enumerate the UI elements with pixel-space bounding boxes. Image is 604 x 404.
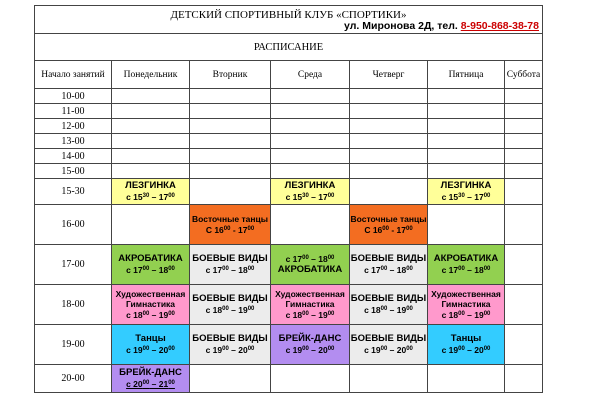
col-start: Начало занятий [35,61,112,89]
class-vostochnye-tue: Восточные танцы С $16^{00} - 17^{00}$ [190,205,271,245]
table-row [35,89,543,104]
class-vostochnye-thu: Восточные танцы С $16^{00} - 17^{00}$ [350,205,428,245]
time-cell: 17-00 [35,245,112,285]
time-cell: 10-00 [35,89,112,104]
time-cell: 12-00 [35,119,112,134]
time-cell: 16-00 [35,205,112,245]
header-row [35,61,543,89]
table-row [35,134,543,149]
table-row [35,104,543,119]
class-breyk-wed: БРЕЙК-ДАНС с $19^{00} - 20^{00}$ [271,325,350,365]
table-row [35,325,543,365]
class-akrobatika-fri: АКРОБАТИКА с $17^{00} - 18^{00}$ [428,245,505,285]
time-cell: 15-30 [35,179,112,205]
table-row [35,179,543,205]
col-friday: Пятница [428,61,505,89]
time-cell: 15-00 [35,164,112,179]
class-boevye-tue-19: БОЕВЫЕ ВИДЫ с $19^{00} - 20^{00}$ [190,325,271,365]
time-cell: 19-00 [35,325,112,365]
address-line [344,20,539,32]
class-boevye-thu-19: БОЕВЫЕ ВИДЫ с $19^{00} - 20^{00}$ [350,325,428,365]
time-cell: 20-00 [35,365,112,393]
class-gimnastika-mon: Художественная Гимнастика с $18^{00} - 19^{00}$ [112,285,190,325]
phone-link[interactable]: 8-950-868-38-78 [460,20,539,32]
table-row [35,164,543,179]
class-gimnastika-fri: Художественная Гимнастика с $18^{00} - 19^{00}$ [428,285,505,325]
class-gimnastika-wed: Художественная Гимнастика с $18^{00} - 19^{00}$ [271,285,350,325]
class-lezginka-fri: ЛЕЗГИНКА с $15^{30} - 17^{00}$ [428,179,505,205]
time-cell: 13-00 [35,134,112,149]
class-tancy-fri: Танцы с $19^{00} - 20^{00}$ [428,325,505,365]
title-row [35,6,543,34]
col-wednesday: Среда [271,61,350,89]
table-row [35,285,543,325]
col-monday: Понедельник [112,61,190,89]
club-title: ДЕТСКИЙ СПОРТИВНЫЙ КЛУБ «СПОРТИКИ» [170,9,407,21]
time-cell: 11-00 [35,104,112,119]
class-boevye-thu-18: БОЕВЫЕ ВИДЫ с $18^{00} - 19^{00}$ [350,285,428,325]
col-thursday: Четверг [350,61,428,89]
schedule-label: РАСПИСАНИЕ [35,34,543,61]
class-boevye-tue-17: БОЕВЫЕ ВИДЫ с $17^{00} - 18^{00}$ [190,245,271,285]
table-row [35,119,543,134]
class-tancy-mon: Танцы с $19^{00} - 20^{00}$ [112,325,190,365]
time-cell: 18-00 [35,285,112,325]
class-boevye-tue-18: БОЕВЫЕ ВИДЫ с $18^{00} - 19^{00}$ [190,285,271,325]
col-tuesday: Вторник [190,61,271,89]
col-saturday: Суббота [505,61,543,89]
class-lezginka-mon: ЛЕЗГИНКА с $15^{30} - 17^{00}$ [112,179,190,205]
table-row [35,365,543,393]
class-lezginka-wed: ЛЕЗГИНКА с $15^{30} - 17^{00}$ [271,179,350,205]
table-row [35,245,543,285]
class-boevye-thu-17: БОЕВЫЕ ВИДЫ с $17^{00} - 18^{00}$ [350,245,428,285]
table-row [35,149,543,164]
class-akrobatika-mon: АКРОБАТИКА с $17^{00} - 18^{00}$ [112,245,190,285]
time-cell: 14-00 [35,149,112,164]
class-breyk-mon: БРЕЙК-ДАНС с $20^{00} - 21^{00}$ [112,365,190,393]
schedule-table [34,5,543,393]
table-row [35,205,543,245]
address-text: ул. Миронова 2Д, тел. [344,20,458,32]
schedule-sheet [34,5,543,393]
class-akrobatika-wed: с $17^{00} - 18^{00}$ АКРОБАТИКА [271,245,350,285]
